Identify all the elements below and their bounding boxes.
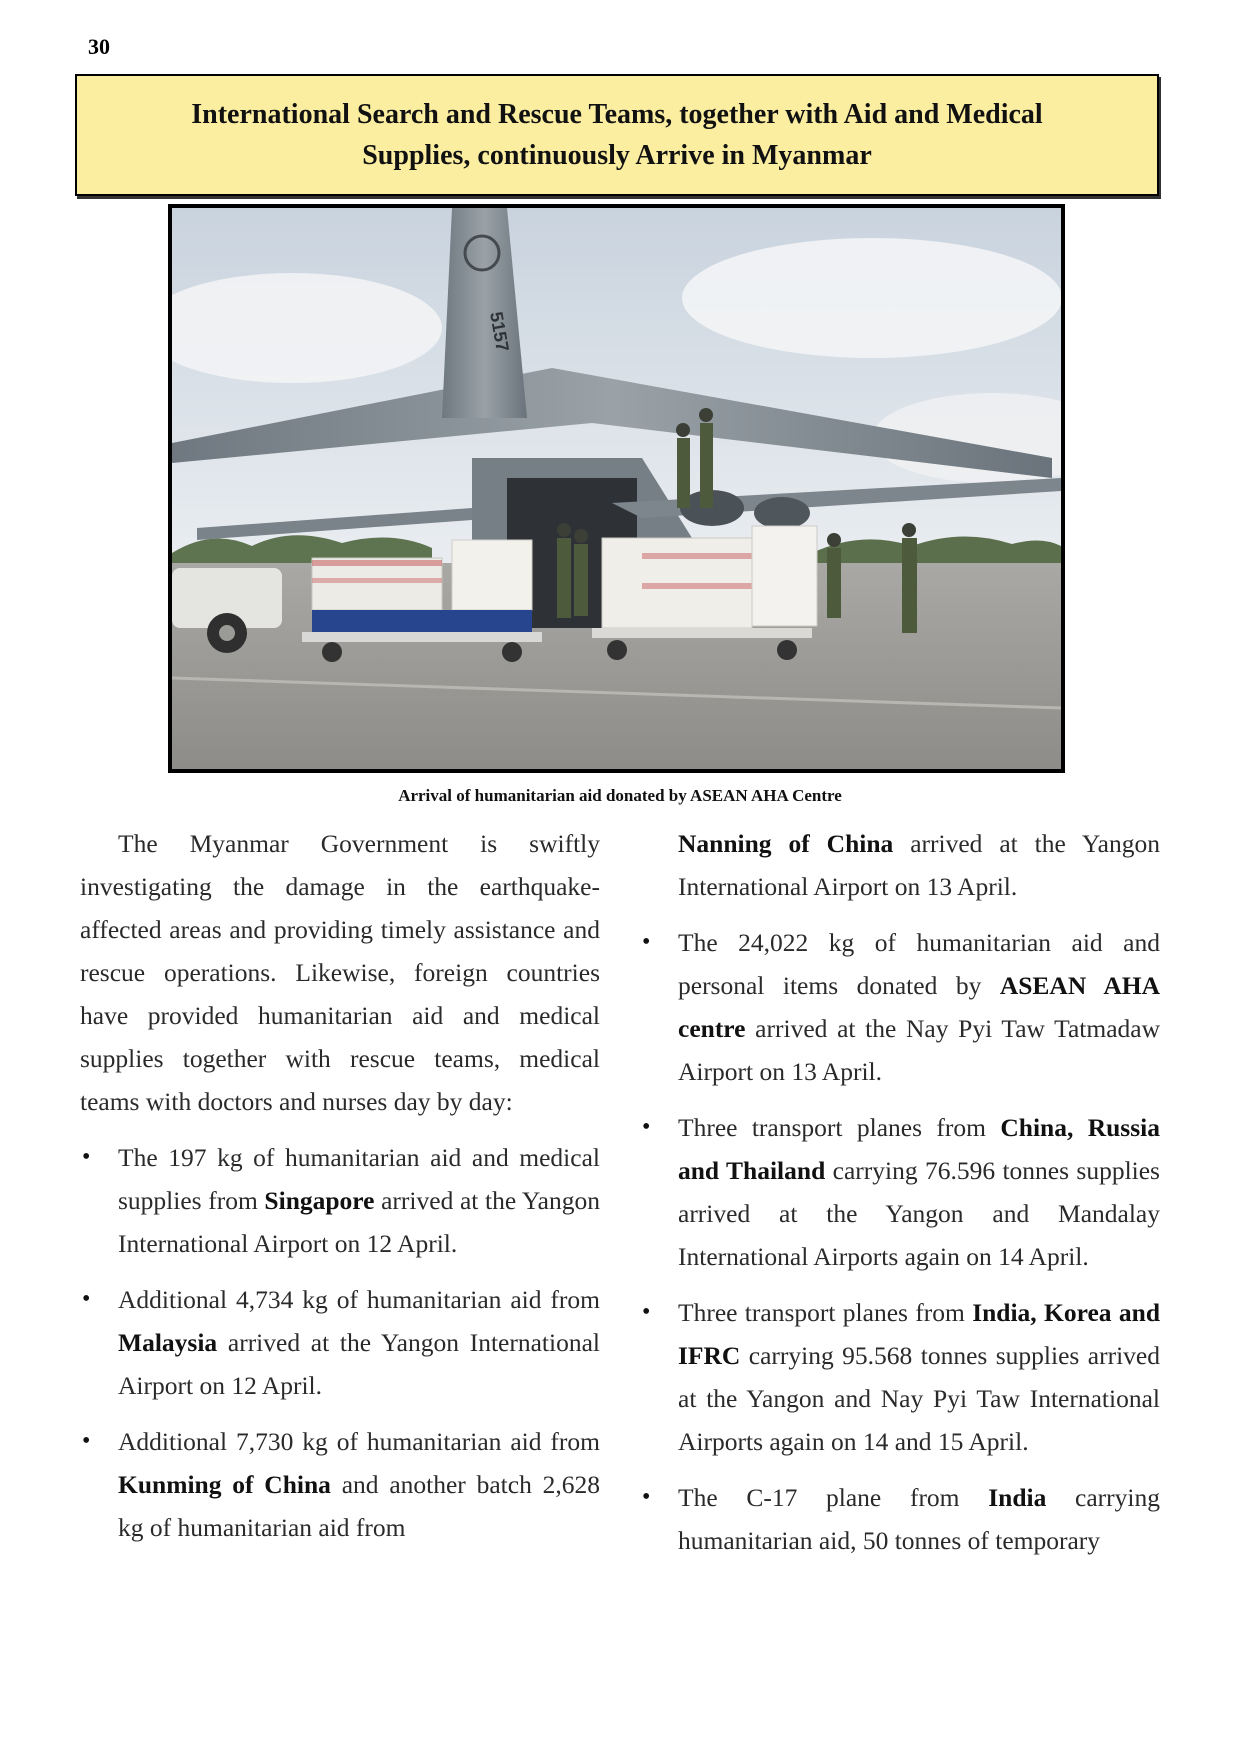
aircraft-tail-number: 5157 <box>486 310 513 354</box>
left-column <box>80 822 600 1549</box>
list-item: • The 24,022 kg of humanitarian aid and personal items donated by ASEAN AHA centre arrived at the Nay Pyi Taw Tatmadaw Airport on 13 April. <box>640 921 1160 1093</box>
article-title-box <box>75 74 1159 196</box>
right-bullet-list <box>640 921 1160 1562</box>
aid-arrival-photo <box>168 204 1065 773</box>
list-item: • The C-17 plane from India carrying humanitarian aid, 50 tonnes of temporary <box>640 1476 1160 1562</box>
photo-caption: Arrival of humanitarian aid donated by ASEAN AHA Centre <box>398 786 842 805</box>
continued-list-item: Nanning of China arrived at the Yangon International Airport on 13 April. <box>678 829 1161 901</box>
page-number: 30 <box>88 34 110 59</box>
article-title <box>117 94 1117 176</box>
list-item: • Additional 7,730 kg of humanitarian aid from Kunming of China and another batch 2,628 kg of humanitarian aid from <box>80 1420 600 1549</box>
list-item: • Additional 4,734 kg of humanitarian aid from Malaysia arrived at the Yangon International Airport on 12 April. <box>80 1278 600 1407</box>
intro-paragraph: The Myanmar Government is swiftly investigating the damage in the earthquake-affected areas and providing timely assistance and rescue operations. Likewise, foreign countries have provided humanitarian aid and medical supplies together with rescue teams, medical teams with doctors and nurses day by day: <box>80 829 600 1116</box>
article-title-line-2: Supplies, continuously Arrive in Myanmar <box>362 140 872 171</box>
left-bullet-list <box>80 1136 600 1549</box>
article-title-line-1: International Search and Rescue Teams, together with Aid and Medical <box>191 99 1043 130</box>
list-item: • Three transport planes from China, Russia and Thailand carrying 76.596 tonnes supplies arrived at the Yangon and Mandalay International Airports again on 14 April. <box>640 1106 1160 1278</box>
list-item: • Three transport planes from India, Korea and IFRC carrying 95.568 tonnes supplies arrived at the Yangon and Nay Pyi Taw International Airports again on 14 and 15 April. <box>640 1291 1160 1463</box>
list-item: • The 197 kg of humanitarian aid and medical supplies from Singapore arrived at the Yangon International Airport on 12 April. <box>80 1136 600 1265</box>
right-column <box>640 822 1160 1562</box>
